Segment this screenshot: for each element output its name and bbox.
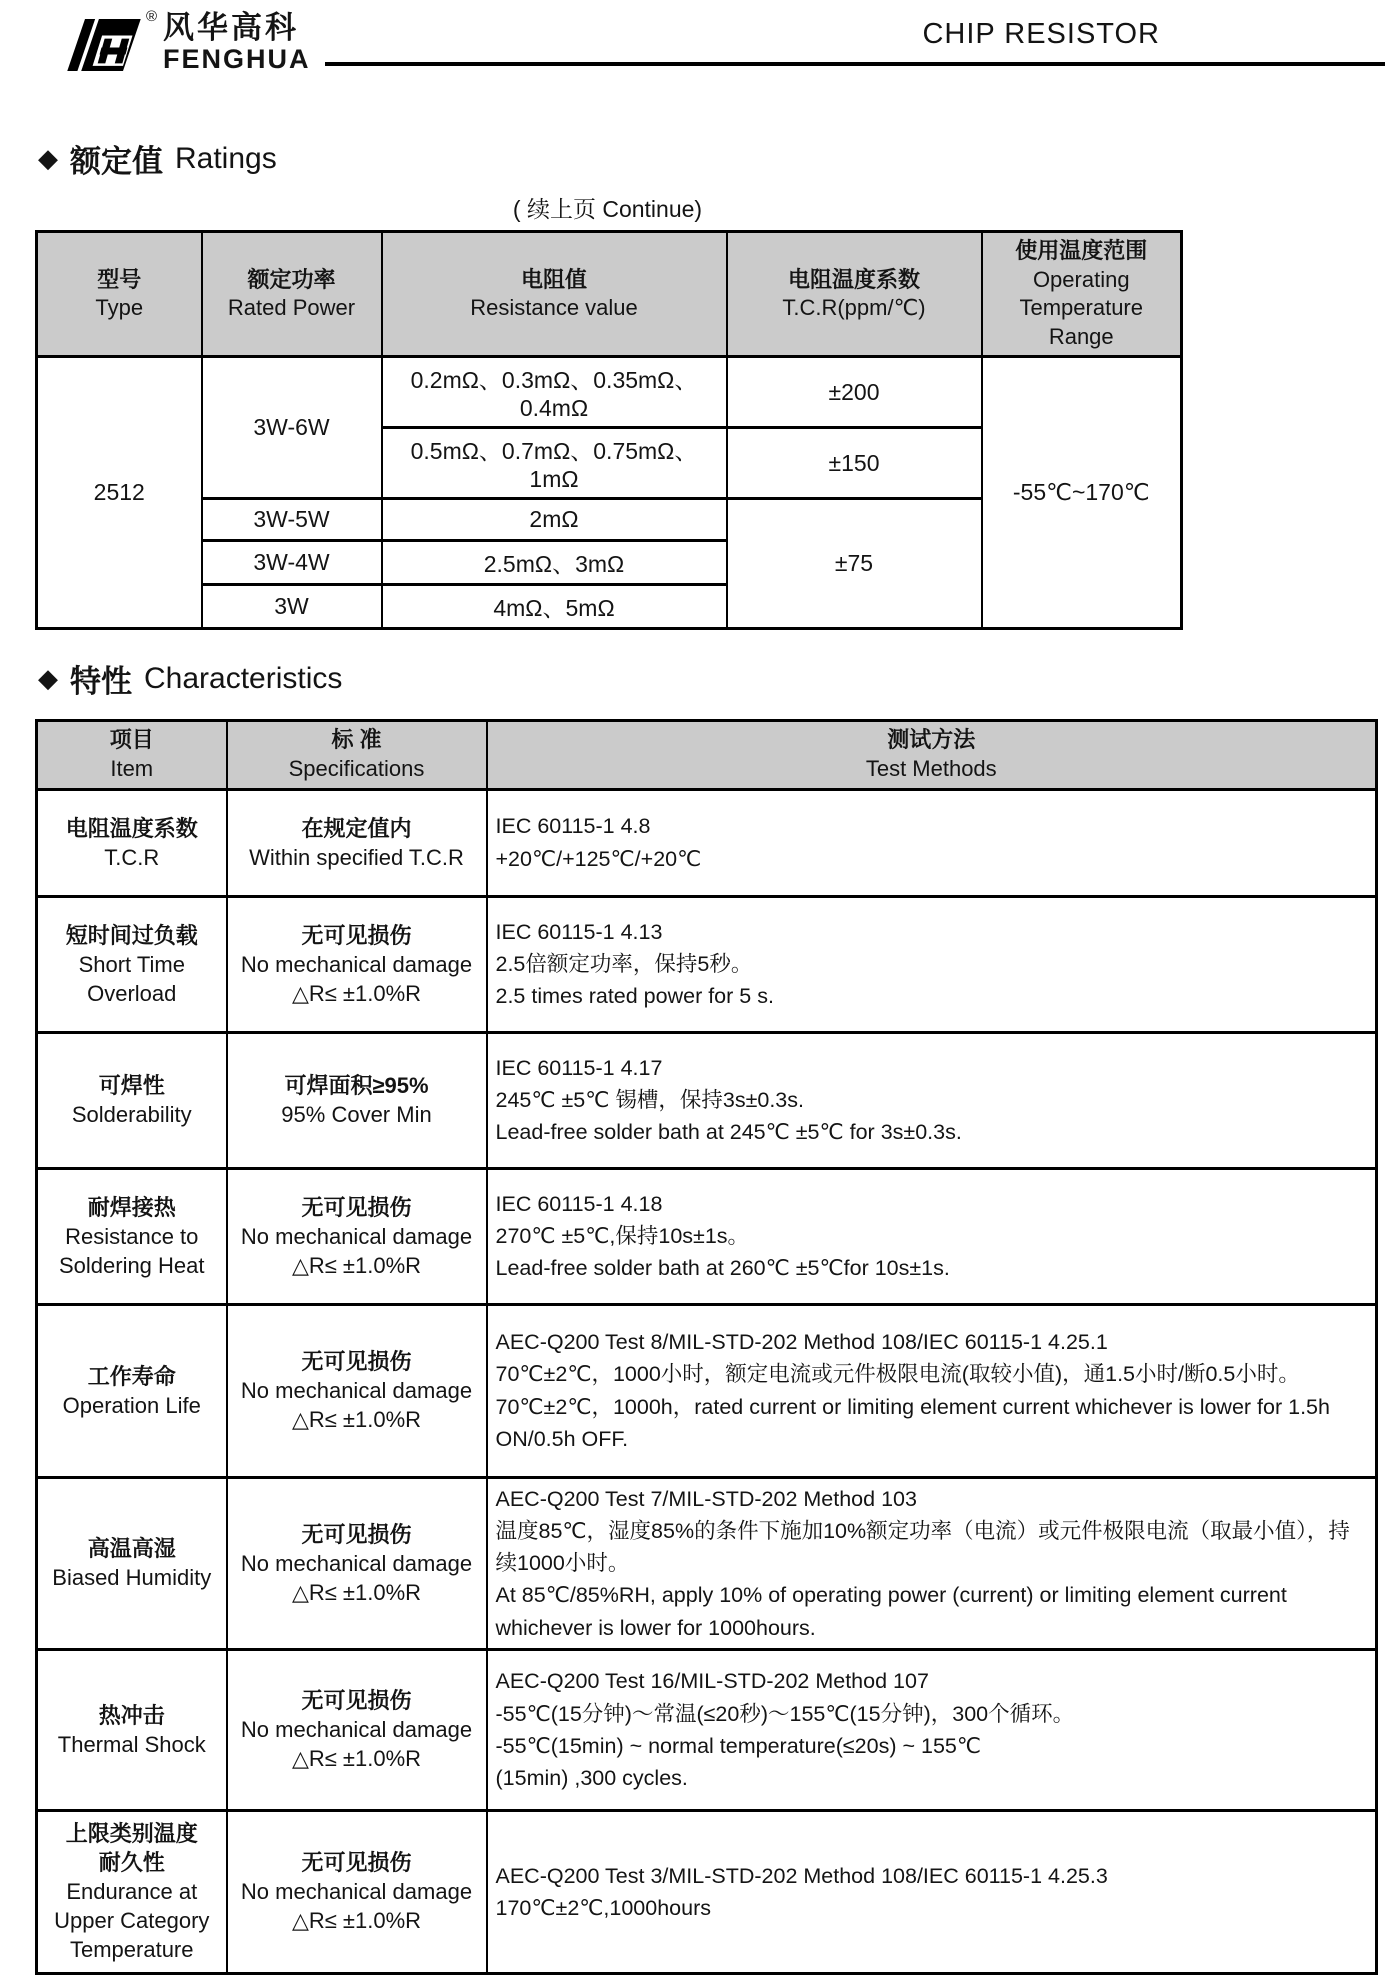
item-cell	[37, 1477, 227, 1649]
method-cell	[487, 1810, 1377, 1973]
rated-power-cell: 3W-4W	[202, 541, 382, 585]
spec-cell	[227, 1649, 487, 1810]
row-biased-humidity	[37, 1477, 1377, 1649]
col-header-rated-power	[202, 232, 382, 357]
resistance-value-cell: 2mΩ	[382, 499, 727, 541]
col-header-rated-power-cn: 额定功率	[247, 266, 336, 292]
spec-cell	[227, 789, 487, 896]
spec-line: 无可见损伤	[301, 1850, 412, 1876]
spec-line: 在规定值内	[301, 815, 412, 841]
brand-name-en: FENGHUA	[163, 43, 311, 74]
method-line: AEC-Q200 Test 16/MIL-STD-202 Method 107	[495, 1669, 929, 1694]
row-endurance-upper-category-temperature	[37, 1810, 1377, 1973]
row-short-time-overload	[37, 896, 1377, 1032]
method-line: AEC-Q200 Test 8/MIL-STD-202 Method 108/IEC 60115-1 4.25.1	[495, 1330, 1108, 1355]
spec-cell	[227, 1810, 487, 1973]
ratings-header-row	[37, 232, 1182, 357]
item-cell	[37, 1810, 227, 1973]
col-header-operating-range-cn: 使用温度范围	[1015, 238, 1148, 263]
col-header-resistance-cn: 电阻值	[520, 266, 587, 292]
spec-line: Within specified T.C.R	[249, 844, 464, 870]
spec-line: 无可见损伤	[301, 1521, 412, 1547]
method-line: 温度85℃，湿度85%的条件下施加10%额定功率（电流）或元件极限电流（取最小值），持续1000小时。	[495, 1518, 1350, 1576]
item-cell	[37, 1032, 227, 1168]
col-header-tcr-cn: 电阻温度系数	[787, 266, 920, 292]
col-header-test-methods-en: Test Methods	[865, 755, 997, 781]
spec-cell	[227, 1168, 487, 1304]
col-header-specifications-cn: 标 准	[331, 727, 382, 753]
tcr-cell: ±75	[727, 499, 982, 629]
method-cell	[487, 896, 1377, 1032]
col-header-tcr-en: T.C.R(ppm/℃)	[782, 295, 926, 321]
item-line: Resistance to	[65, 1223, 199, 1249]
col-header-type-en: Type	[95, 295, 144, 321]
spec-line: 无可见损伤	[301, 922, 412, 948]
fenghua-logo-icon	[66, 10, 142, 80]
item-cell	[37, 1168, 227, 1304]
method-cell	[487, 1304, 1377, 1477]
spec-line: No mechanical damage	[240, 1378, 473, 1404]
col-header-rated-power-en: Rated Power	[227, 295, 356, 321]
continue-note: ( 续上页 Continue)	[512, 196, 703, 222]
method-line: AEC-Q200 Test 3/MIL-STD-202 Method 108/IEC 60115-1 4.25.3	[495, 1863, 1108, 1888]
item-cell	[37, 1649, 227, 1810]
item-line: 工作寿命	[87, 1363, 176, 1389]
method-cell	[487, 1649, 1377, 1810]
row-thermal-shock	[37, 1649, 1377, 1810]
item-line: Solderability	[71, 1102, 192, 1128]
row-tcr	[37, 789, 1377, 896]
method-line: 170℃±2℃,1000hours	[495, 1895, 712, 1920]
method-cell	[487, 1168, 1377, 1304]
ratings-table	[35, 230, 1183, 630]
characteristics-heading-cn: 特性	[70, 664, 132, 700]
method-line: IEC 60115-1 4.8	[495, 814, 651, 839]
characteristics-table	[35, 719, 1378, 1974]
spec-line: No mechanical damage	[240, 951, 473, 977]
method-line: Lead-free solder bath at 260℃ ±5℃for 10s±1s.	[495, 1256, 950, 1281]
spec-cell	[227, 1032, 487, 1168]
tcr-cell: ±150	[727, 428, 982, 499]
item-cell	[37, 789, 227, 896]
diamond-bullet-icon: ◆	[38, 663, 58, 694]
brand-name-cn: 风华高科	[163, 10, 299, 45]
col-header-type	[37, 232, 202, 357]
spec-cell	[227, 896, 487, 1032]
item-line: 高温高湿	[87, 1536, 176, 1562]
brand-block	[163, 12, 311, 73]
method-line: 2.5 times rated power for 5 s.	[495, 984, 774, 1009]
item-line: 电阻温度系数	[65, 815, 198, 841]
tcr-cell: ±200	[727, 357, 982, 428]
row-solderability	[37, 1032, 1377, 1168]
method-line: At 85℃/85%RH, apply 10% of operating power (current) or limiting element current whichever is lower for 1000hours.	[495, 1583, 1287, 1640]
col-header-operating-range-en: Operating Temperature Range	[1019, 266, 1143, 349]
rated-power-cell: 3W-6W	[202, 357, 382, 499]
method-line: +20℃/+125℃/+20℃	[495, 846, 702, 871]
document-title: CHIP RESISTOR	[922, 18, 1160, 50]
col-header-specifications	[227, 721, 487, 789]
spec-line: △R≤ ±1.0%R	[291, 1579, 422, 1605]
operating-range-cell: -55℃~170℃	[982, 357, 1182, 629]
method-line: 70℃±2℃，1000小时，额定电流或元件极限电流(取较小值)，通1.5小时/断0.5小时。	[495, 1362, 1300, 1387]
spec-line: 无可见损伤	[301, 1688, 412, 1714]
diamond-bullet-icon: ◆	[38, 143, 58, 173]
item-cell	[37, 1304, 227, 1477]
col-header-specifications-en: Specifications	[288, 755, 425, 781]
col-header-tcr	[727, 232, 982, 357]
rated-power-cell: 3W-5W	[202, 499, 382, 541]
col-header-test-methods	[487, 721, 1377, 789]
method-line: -55℃(15分钟)～常温(≤20秒)～155℃(15分钟)，300个循环。	[495, 1701, 1075, 1726]
resistance-value-cell: 2.5mΩ、3mΩ	[382, 541, 727, 585]
method-line: 2.5倍额定功率，保持5秒。	[495, 951, 753, 976]
method-line: (15min) ,300 cycles.	[495, 1766, 688, 1791]
spec-line: △R≤ ±1.0%R	[291, 980, 422, 1006]
item-line: 上限类别温度	[65, 1821, 198, 1847]
item-line: T.C.R	[104, 844, 160, 870]
ratings-section-heading	[38, 136, 1385, 181]
spec-line: △R≤ ±1.0%R	[291, 1746, 422, 1772]
spec-cell	[227, 1477, 487, 1649]
characteristics-section-heading	[38, 656, 1385, 701]
col-header-item-en: Item	[110, 755, 154, 781]
spec-line: 无可见损伤	[301, 1194, 412, 1220]
col-header-item-cn: 项目	[109, 727, 154, 753]
characteristics-header-row	[37, 721, 1377, 789]
spec-line: No mechanical damage	[240, 1879, 473, 1905]
item-line: 可焊性	[98, 1073, 165, 1099]
rated-power-cell: 3W	[202, 585, 382, 629]
registered-trademark-icon: ®	[146, 8, 158, 25]
method-cell	[487, 789, 1377, 896]
col-header-test-methods-cn: 测试方法	[887, 727, 976, 753]
method-line: Lead-free solder bath at 245℃ ±5℃ for 3s±0.3s.	[495, 1120, 962, 1145]
resistance-value-cell: 0.5mΩ、0.7mΩ、0.75mΩ、1mΩ	[382, 428, 727, 499]
method-line: IEC 60115-1 4.17	[495, 1055, 663, 1080]
item-cell	[37, 896, 227, 1032]
item-line: 热冲击	[98, 1702, 165, 1728]
item-line: Soldering Heat	[58, 1252, 205, 1278]
item-line: 短时间过负载	[65, 922, 198, 948]
item-line: Overload	[87, 980, 177, 1006]
type-value-cell: 2512	[37, 357, 202, 629]
method-line: IEC 60115-1 4.13	[495, 919, 663, 944]
spec-line: △R≤ ±1.0%R	[291, 1252, 422, 1278]
method-cell	[487, 1032, 1377, 1168]
method-line: IEC 60115-1 4.18	[495, 1191, 663, 1216]
item-line: Thermal Shock	[57, 1731, 206, 1757]
ratings-heading-en: Ratings	[175, 141, 277, 175]
spec-line: △R≤ ±1.0%R	[291, 1407, 422, 1433]
header-divider	[325, 62, 1385, 66]
spec-line: No mechanical damage	[240, 1223, 473, 1249]
spec-line: △R≤ ±1.0%R	[291, 1908, 422, 1934]
row-resistance-to-soldering-heat	[37, 1168, 1377, 1304]
method-line: 270℃ ±5℃,保持10s±1s。	[495, 1223, 750, 1248]
col-header-resistance	[382, 232, 727, 357]
col-header-operating-range	[982, 232, 1182, 357]
item-line: Upper Category	[54, 1908, 210, 1934]
col-header-type-cn: 型号	[97, 266, 142, 292]
ratings-heading-cn: 额定值	[70, 144, 163, 179]
col-header-item	[37, 721, 227, 789]
spec-cell	[227, 1304, 487, 1477]
col-header-resistance-en: Resistance value	[470, 295, 638, 321]
resistance-value-cell: 4mΩ、5mΩ	[382, 585, 727, 629]
spec-line: 可焊面积≥95%	[284, 1073, 429, 1099]
method-line: -55℃(15min) ~ normal temperature(≤20s) ~ 155℃	[495, 1733, 982, 1758]
item-line: Short Time	[78, 951, 185, 977]
characteristics-heading-en: Characteristics	[144, 661, 343, 695]
spec-line: 95% Cover Min	[281, 1102, 432, 1128]
spec-line: 无可见损伤	[301, 1349, 412, 1375]
method-line: 245℃ ±5℃ 锡槽，保持3s±0.3s.	[495, 1087, 804, 1112]
ratings-row-1	[37, 357, 1182, 428]
method-cell	[487, 1477, 1377, 1649]
row-operation-life	[37, 1304, 1377, 1477]
spec-line: No mechanical damage	[240, 1550, 473, 1576]
method-line: AEC-Q200 Test 7/MIL-STD-202 Method 103	[495, 1486, 917, 1511]
item-line: Biased Humidity	[52, 1565, 212, 1591]
spec-line: No mechanical damage	[240, 1717, 473, 1743]
item-line: Endurance at	[66, 1879, 198, 1905]
item-line: 耐久性	[98, 1850, 165, 1876]
method-line: 70℃±2℃，1000h，rated current or limiting element current whichever is lower for 1.5h ON/0.5h OFF.	[495, 1394, 1330, 1451]
resistance-value-cell: 0.2mΩ、0.3mΩ、0.35mΩ、0.4mΩ	[382, 357, 727, 428]
item-line: Operation Life	[62, 1392, 201, 1418]
item-line: Temperature	[69, 1937, 194, 1963]
item-line: 耐焊接热	[87, 1194, 176, 1220]
page-header	[0, 0, 1385, 98]
